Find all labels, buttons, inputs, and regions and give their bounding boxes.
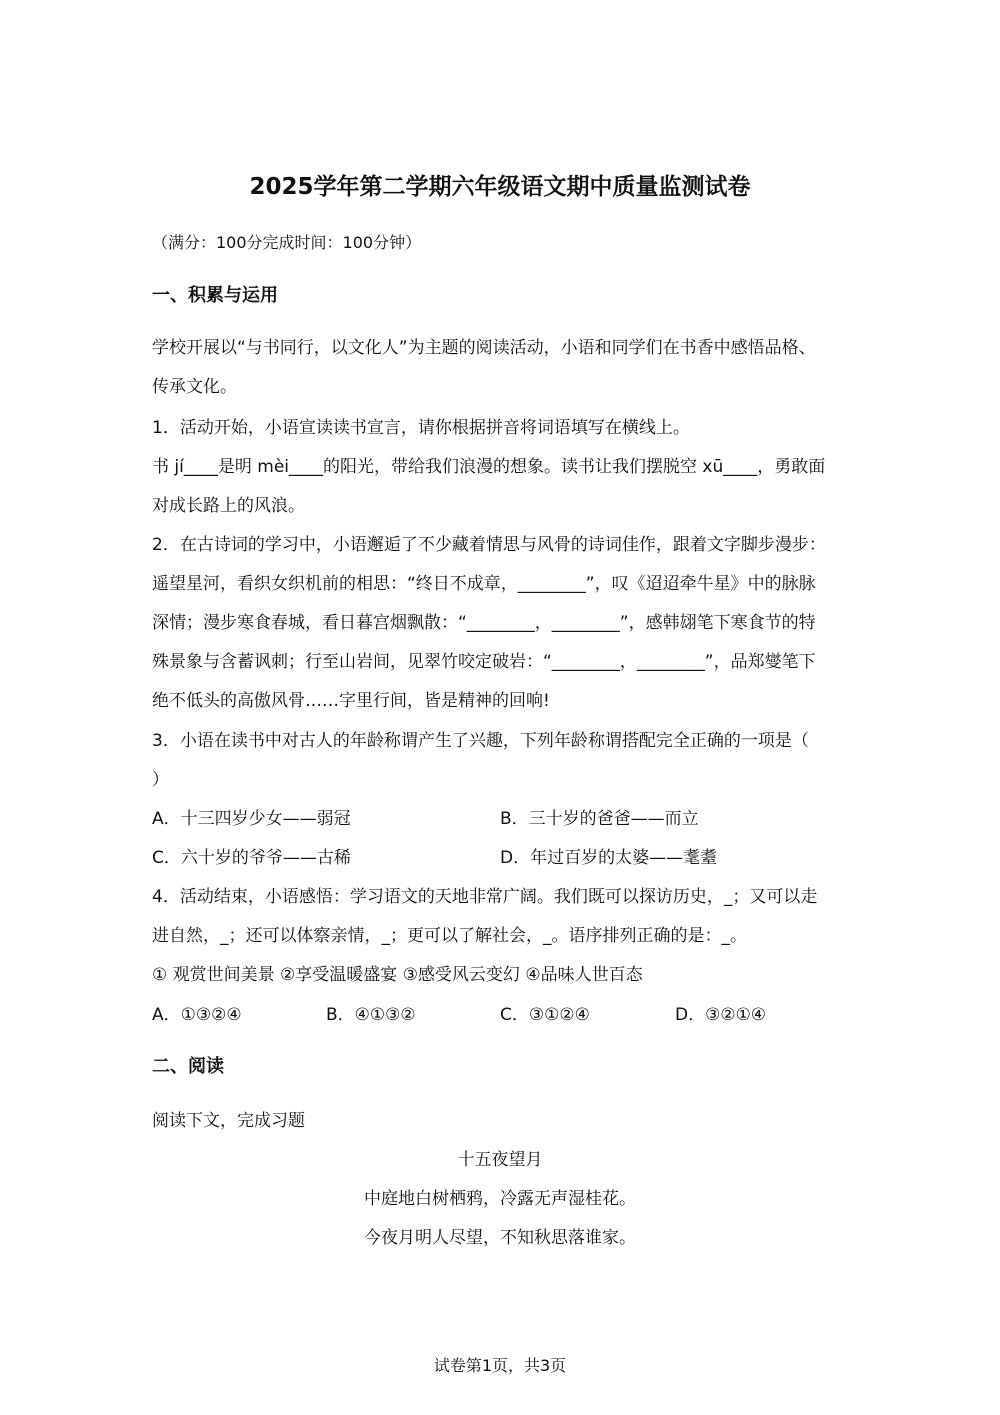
q3-line-2: ） bbox=[152, 770, 169, 790]
section2-heading: 二、阅读 bbox=[152, 1056, 224, 1077]
exam-meta: （满分：100分完成时间：100分钟） bbox=[152, 233, 422, 252]
q4-option-b: B．④①③② bbox=[326, 1005, 416, 1025]
q4-items: ① 观赏世间美景 ②享受温暖盛宴 ③感受风云变幻 ④品味人世百态 bbox=[152, 965, 643, 985]
q1-line-2: 对成长路上的风浪。 bbox=[152, 496, 305, 516]
q2-line-4: 殊景象与含蓄讽刺；行至山岩间，见翠竹咬定破岩：“________，________”，品郑燮笔下 bbox=[152, 652, 816, 672]
q4-option-c: C．③①②④ bbox=[500, 1005, 590, 1025]
q4-option-a: A．①③②④ bbox=[152, 1005, 242, 1025]
q3-line-1: 3．小语在读书中对古人的年龄称谓产生了兴趣，下列年龄称谓搭配完全正确的一项是（ bbox=[152, 731, 809, 751]
reading-instruction: 阅读下文，完成习题 bbox=[152, 1111, 305, 1131]
q2-line-2: 遥望星河，看织女织机前的相思：“终日不成章，________”，叹《迢迢牵牛星》中的脉脉 bbox=[152, 574, 816, 594]
poem-line-2: 今夜月明人尽望，不知秋思落谁家。 bbox=[364, 1228, 636, 1248]
q4-line-2: 进自然，_；还可以体察亲情，_；更可以了解社会，_。语序排列正确的是：_。 bbox=[152, 926, 747, 946]
q1-line-1: 书 jí____是明 mèi____的阳光，带给我们浪漫的想象。读书让我们摆脱空 xū____，勇敢面 bbox=[152, 457, 826, 477]
section1-heading: 一、积累与运用 bbox=[152, 285, 278, 306]
poem-line-1: 中庭地白树栖鸦，冷露无声湿桂花。 bbox=[364, 1189, 636, 1209]
q2-line-3: 深情；漫步寒食春城，看日暮宫烟飘散：“________，________”，感韩翃笔下寒食节的特 bbox=[152, 613, 816, 633]
page-footer: 试卷第1页，共3页 bbox=[433, 1356, 567, 1375]
q3-option-b: B．三十岁的爸爸——而立 bbox=[500, 809, 699, 829]
intro-line-2: 传承文化。 bbox=[152, 377, 237, 397]
intro-line-1: 学校开展以“与书同行，以文化人”为主题的阅读活动，小语和同学们在书香中感悟品格、 bbox=[152, 338, 816, 358]
q4-line-1: 4．活动结束，小语感悟：学习语文的天地非常广阔。我们既可以探访历史，_；又可以走 bbox=[152, 887, 818, 907]
q1-stem: 1．活动开始，小语宣读读书宣言，请你根据拼音将词语填写在横线上。 bbox=[152, 418, 690, 438]
q4-option-d: D．③②①④ bbox=[675, 1005, 767, 1025]
q3-option-a: A．十三四岁少女——弱冠 bbox=[152, 809, 351, 829]
q2-line-5: 绝不低头的高傲风骨……字里行间，皆是精神的回响! bbox=[152, 691, 550, 711]
exam-title: 2025学年第二学期六年级语文期中质量监测试卷 bbox=[249, 174, 751, 200]
q2-line-1: 2．在古诗词的学习中，小语邂逅了不少藏着情思与风骨的诗词佳作，跟着文字脚步漫步： bbox=[152, 535, 826, 555]
poem-title: 十五夜望月 bbox=[457, 1150, 543, 1170]
q3-option-d: D．年过百岁的太婆——耄耋 bbox=[500, 848, 718, 868]
q3-option-c: C．六十岁的爷爷——古稀 bbox=[152, 848, 351, 868]
